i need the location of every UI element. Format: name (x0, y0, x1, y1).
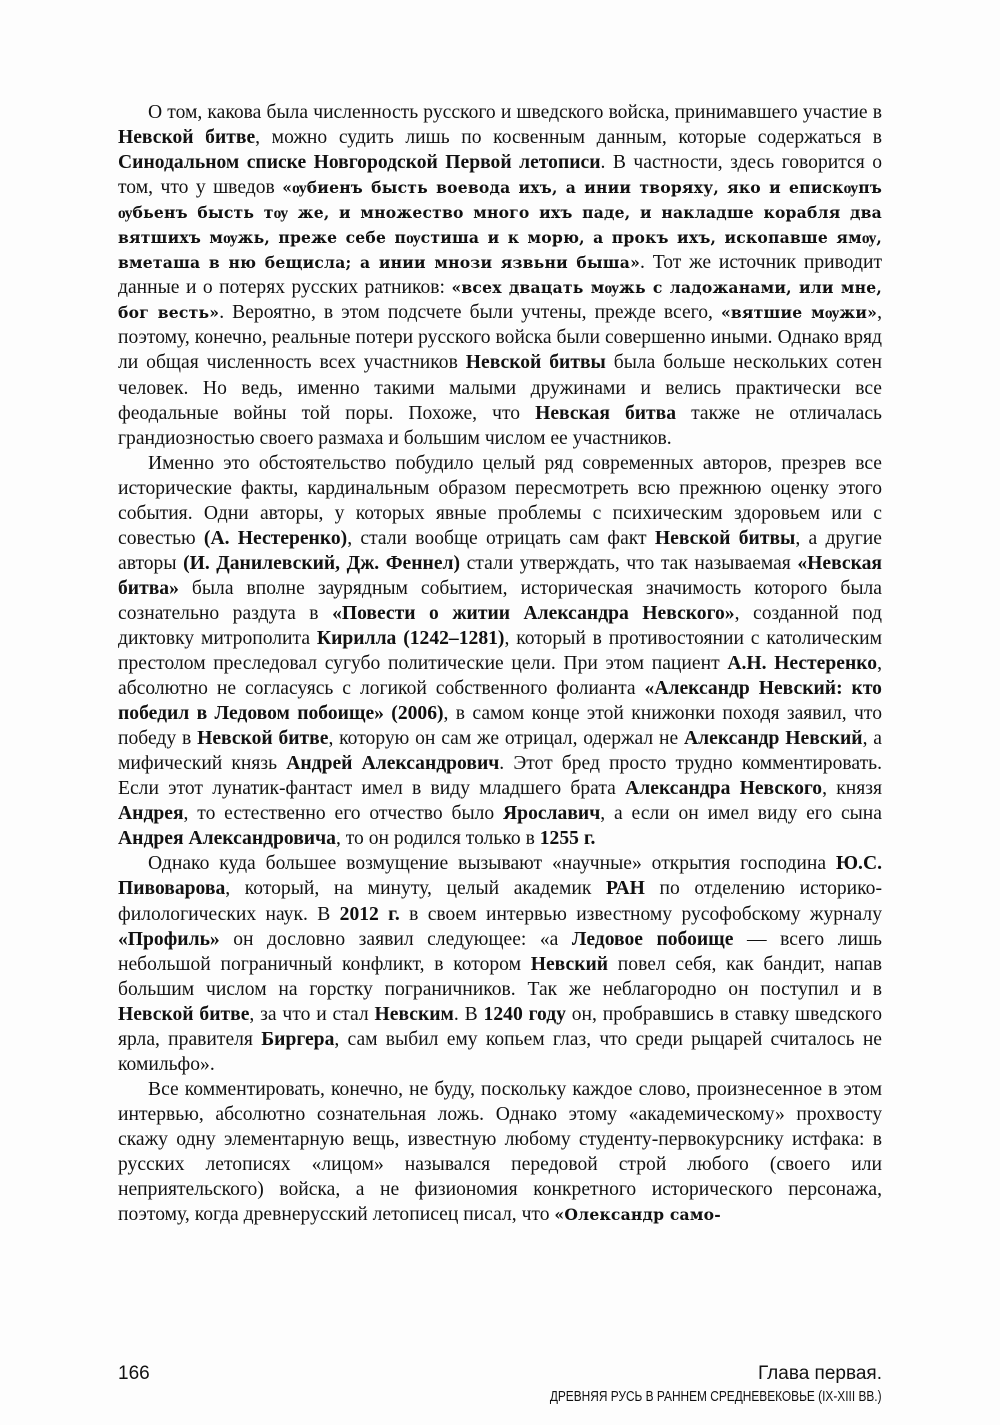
bold-text: (А. Нестеренко) (203, 527, 348, 549)
page-footer (118, 1363, 882, 1411)
bold-text: Кирилла (1242–1281) (316, 627, 505, 649)
text-run: в своем интервью известному русофобскому журналу (399, 903, 882, 925)
bold-text: Синодальном списке Новгородской Первой летописи (118, 152, 601, 174)
bold-text: Андрея Александровича (118, 828, 336, 850)
text-run: , а мифический князь (118, 728, 882, 775)
bold-text: «Повести о житии Александра Невского» (332, 602, 735, 624)
paragraph (118, 851, 882, 1076)
text-run: , поэтому, конечно, реальные потери русского войска были совершенно иными. Однако вряд ли общая численность всех участников (118, 302, 882, 374)
bold-text: Ледовое побоище (571, 928, 734, 950)
bold-text: «Александр Невский: кто победил в Ледовом побоище» (2006) (118, 678, 882, 725)
text-run: Однако куда большее возмущение вызывают «научные» открытия господина (148, 853, 836, 875)
page-number: 166 (118, 1363, 150, 1384)
bold-text: «Невская битва» (118, 552, 883, 599)
old-slavonic-quote: «всех двацать мѹжь с ладожанами, или мне, бог весть» (118, 278, 882, 323)
text-run: , сам выбил ему копьем глаз, что среди рыцарей считалось не комильфо». (118, 1028, 882, 1075)
bold-text: Невским (374, 1003, 454, 1025)
text-run: по отделению историко-филологических наук. В (118, 878, 882, 925)
text-run: , можно судить лишь по косвенным данным, которые содержаться в (255, 127, 882, 149)
paragraph (118, 451, 882, 852)
old-slavonic-quote: «ѹбиенъ бысть воевода ихъ, а инии творяху, яко и епискѹпъ ѹбьенъ бысть тѹ же, и множество много ихъ паде, и накладше корабля два вятшихъ мѹжь, преже себе пѹстиша и к морю, а прокъ ихъ, ископавше ямѹ, вметаша в ню бещисла; а инии мнози язвьни быша» (118, 178, 882, 273)
text-run: . Вероятно, в этом подсчете были учтены, прежде всего, (219, 302, 721, 324)
bold-text: Невской битве (118, 127, 256, 149)
chapter-subtitle: ДРЕВНЯЯ РУСЬ В РАННЕМ СРЕДНЕВЕКОВЬЕ (IX-XIII ВВ.) (550, 1389, 882, 1405)
text-run: , за что и стал (249, 1003, 375, 1025)
text-run: , а другие авторы (118, 527, 882, 574)
text-run: , абсолютно не согласуясь с логикой собственного фолианта (118, 653, 882, 700)
text-run: . Этот бред просто трудно комментировать. Если этот лунатик-фантаст имел в виду младшего брата (118, 753, 882, 800)
bold-text: Биргера (261, 1028, 335, 1050)
bold-text: Андрей Александрович (286, 753, 500, 775)
text-run: , князя (822, 778, 883, 800)
text-run: , а если он имел виду его сына (600, 803, 882, 825)
bold-text: Невской битвы (654, 527, 796, 549)
text-run: Все комментировать, конечно, не буду, поскольку каждое слово, произнесенное в этом интервью, абсолютно сознательная ложь. Однако этому «академическому» прохвосту скажу одну элементарную вещь, известную любому студенту-первокурснику истфака: в русских летописях «лицом» назывался передовой строй любого (своего или неприятельского) войска, а не физиономия конкретного исторического персонажа, поэтому, когда древнерусский летописец писал, что (118, 1078, 882, 1226)
body-text (118, 100, 882, 1227)
text-run: была больше нескольких сотен человек. Но ведь, именно такими малыми дружинами и велись практически все феодальные войны той поры. Похоже, что (118, 352, 882, 424)
text-run: . В частности, здесь говорится о том, что у шведов (118, 152, 882, 199)
bold-text: (И. Данилевский, Дж. Феннел) (183, 552, 461, 574)
bold-text: РАН (606, 878, 645, 900)
paragraph (118, 100, 882, 451)
bold-text: 2012 г. (339, 903, 400, 925)
bold-text: Александр Невский (683, 728, 863, 750)
text-run: была вполне заурядным событием, историческая значимость которого была сознательно раздута в (118, 577, 882, 624)
bold-text: Ярославич (503, 803, 601, 825)
bold-text: Невская битва (535, 402, 677, 424)
text-run: , стали вообще отрицать сам факт (347, 527, 655, 549)
text-run: стали утверждать, что так называемая (460, 552, 798, 574)
text-run: , в самом конце этой книжонки походя заявил, что победу в (118, 703, 882, 750)
text-run: , то естественно его отчество было (183, 803, 504, 825)
bold-text: Невской битвы (465, 352, 606, 374)
bold-text: Невской битве (118, 1003, 250, 1025)
bold-text: Андрея (118, 803, 184, 825)
old-slavonic-quote: «вятшие мѹжи» (720, 303, 878, 323)
bold-text: Ю.С. Пивоварова (118, 853, 882, 900)
bold-text: А.Н. Нестеренко (727, 653, 878, 675)
text-run: Именно это обстоятельство побудило целый ряд современных авторов, презрев все исторические факты, кардинальным образом пересмотреть всю прежнюю оценку этого события. Одни авторы, у которых явные проблемы с психическим здоровьем или с совестью (118, 452, 882, 549)
text-run: , который в противостоянии с католическим престолом преследовал сугубо политические цели. При этом пациент (118, 627, 882, 675)
bold-text: 1255 г. (539, 828, 596, 850)
text-run: повел себя, как бандит, напав большим числом на горстку пограничников. Так же неблагородно он поступил и в (118, 953, 882, 1000)
bold-text: Александра Невского (625, 778, 823, 800)
text-run: — всего лишь небольшой пограничный конфликт, в котором (118, 928, 882, 975)
text-run: , которую он сам же отрицал, одержал не (328, 728, 684, 750)
bold-text: Невской битве (197, 728, 329, 750)
text-run: . Тот же источник приводит данные и о потерях русских ратников: (118, 252, 883, 299)
text-run: он дословно заявил следующее: «а (219, 928, 572, 950)
text-run: , созданной под диктовку митрополита (118, 602, 882, 649)
bold-text: Невский (530, 953, 609, 975)
text-run: он, пробравшись в ставку шведского ярла, правителя (118, 1003, 883, 1050)
text-run: , то он родился только в (335, 828, 540, 850)
text-run: , который, на минуту, целый академик (225, 878, 607, 900)
paragraph (118, 1077, 882, 1227)
text-run: О том, какова была численность русского и шведского войска, принимавшего участие в (148, 102, 882, 123)
old-slavonic-quote: «Олександр само- (554, 1205, 721, 1225)
text-run: . В (453, 1003, 484, 1025)
bold-text: «Профиль» (118, 928, 220, 950)
bold-text: 1240 году (483, 1003, 566, 1025)
text-run: также не отличалась грандиозностью своего размаха и большим числом ее участников. (118, 402, 882, 449)
chapter-title: Глава первая. (757, 1363, 882, 1384)
